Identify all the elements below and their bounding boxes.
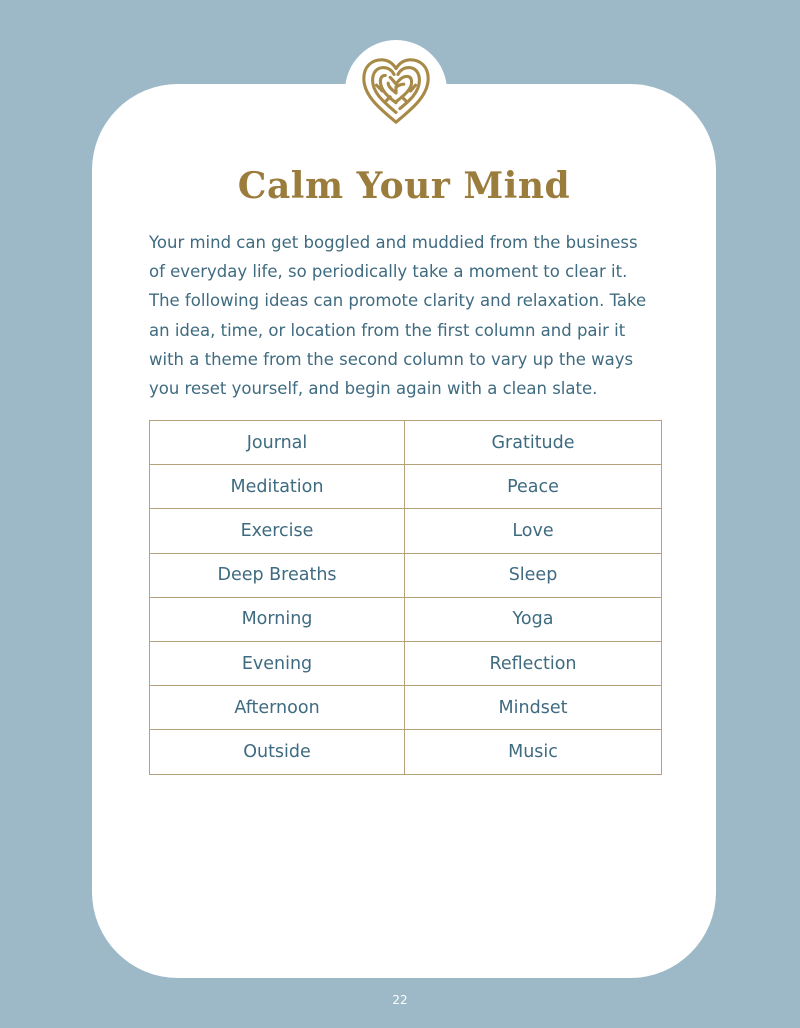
idea-cell: Afternoon: [150, 686, 405, 730]
idea-theme-table: [149, 420, 662, 775]
theme-cell: Love: [405, 509, 662, 553]
idea-cell: Journal: [150, 421, 405, 465]
table-body: [150, 421, 662, 775]
table-row: [150, 686, 662, 730]
intro-line: you reset yourself, and begin again with a clean slate.: [149, 379, 598, 399]
idea-cell: Evening: [150, 641, 405, 685]
theme-cell: Sleep: [405, 553, 662, 597]
table-row: [150, 465, 662, 509]
idea-cell: Meditation: [150, 465, 405, 509]
badge: [345, 40, 447, 142]
intro-line: of everyday life, so periodically take a moment to clear it.: [149, 262, 628, 282]
theme-cell: Peace: [405, 465, 662, 509]
theme-cell: Mindset: [405, 686, 662, 730]
intro-line: with a theme from the second column to vary up the ways: [149, 349, 634, 369]
intro-line: Your mind can get boggled and muddied from the business: [149, 233, 638, 252]
idea-cell: Exercise: [150, 509, 405, 553]
intro-line: an idea, time, or location from the first column and pair it: [149, 320, 626, 340]
theme-cell: Reflection: [405, 641, 662, 685]
table-row: [150, 553, 662, 597]
page-title: Calm Your Mind: [237, 165, 571, 207]
idea-cell: Deep Breaths: [150, 553, 405, 597]
page-number: 22: [392, 993, 408, 1007]
table-row: [150, 641, 662, 685]
heart-maze-icon: [357, 52, 435, 130]
theme-cell: Yoga: [405, 597, 662, 641]
table-row: [150, 421, 662, 465]
theme-cell: Music: [405, 730, 662, 774]
table-row: [150, 730, 662, 774]
theme-cell: Gratitude: [405, 421, 662, 465]
intro-line: The following ideas can promote clarity and relaxation. Take: [149, 291, 647, 311]
table-row: [150, 509, 662, 553]
idea-cell: Morning: [150, 597, 405, 641]
table-row: [150, 597, 662, 641]
intro-paragraph: [149, 228, 669, 403]
idea-cell: Outside: [150, 730, 405, 774]
